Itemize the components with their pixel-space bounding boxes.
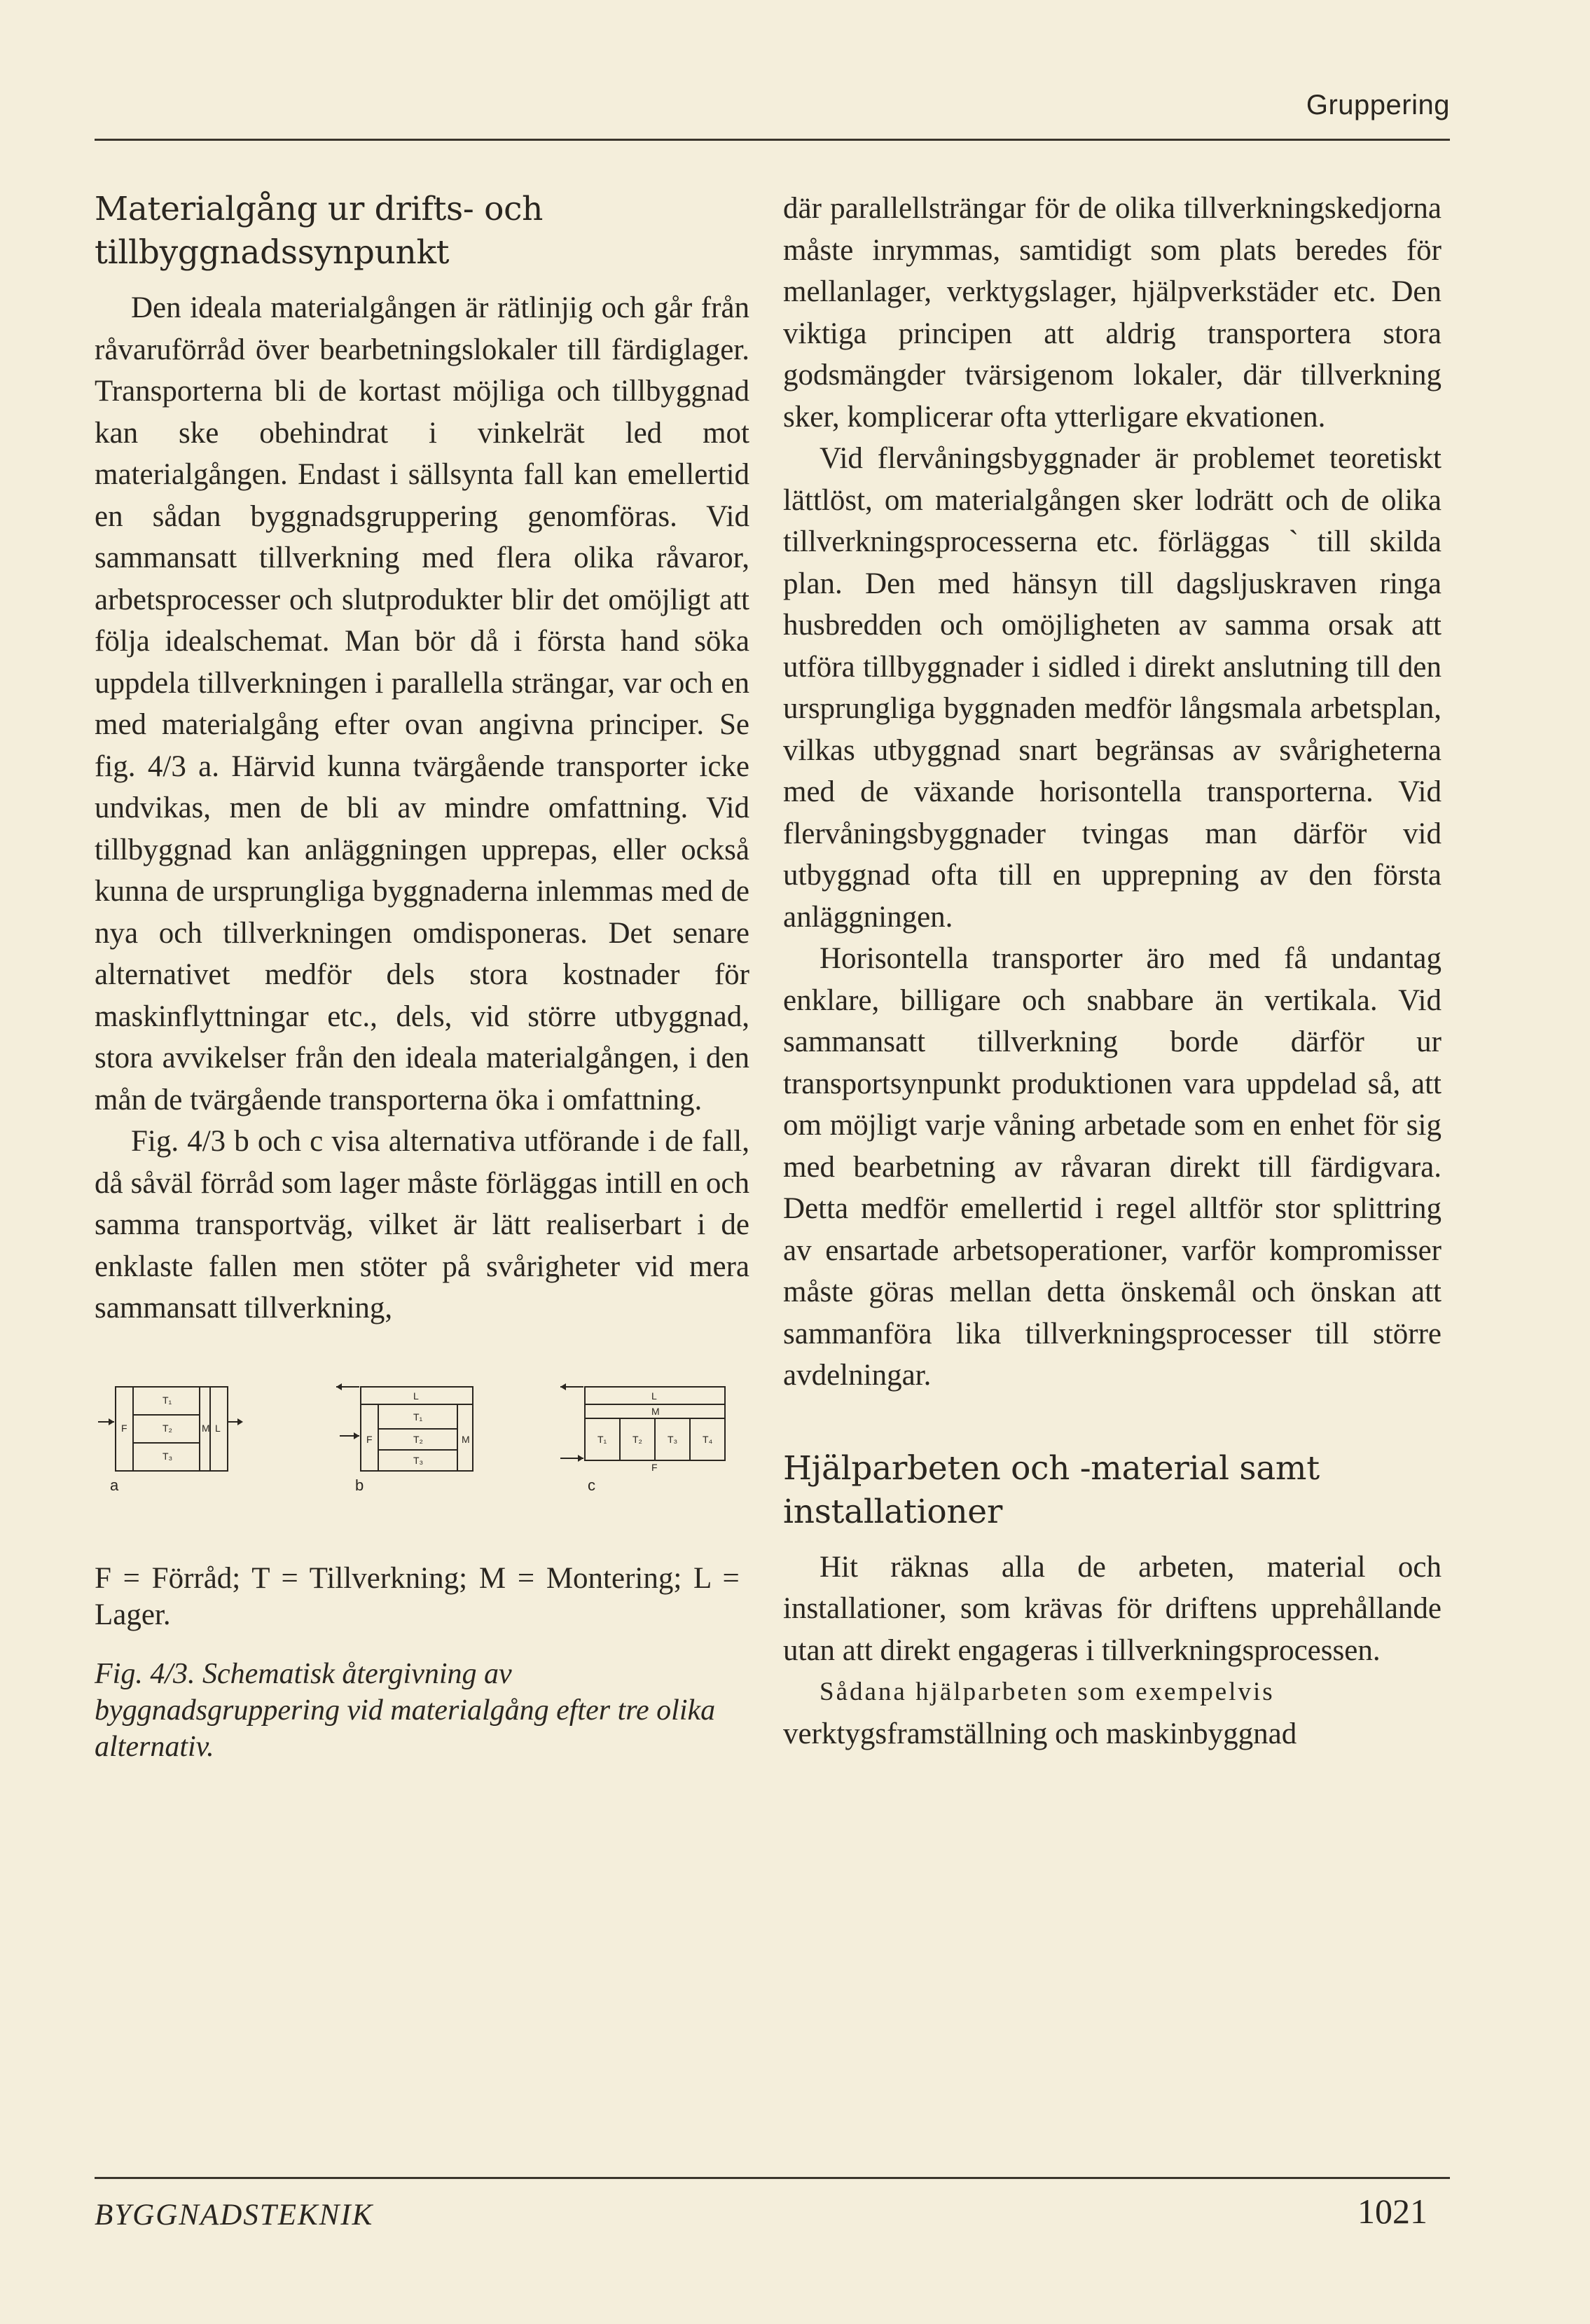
page-number: 1021 <box>1357 2192 1427 2231</box>
fig-b-label-t3: T₃ <box>413 1454 424 1466</box>
paragraph: Sådana hjälparbeten som exempelvis <box>820 1678 1275 1706</box>
fig-c-label-t3: T₃ <box>668 1433 678 1445</box>
fig-a-label-f: F <box>121 1422 127 1434</box>
fig-a-label-t2: T₂ <box>163 1422 172 1434</box>
fig-c-label-m: M <box>651 1405 660 1417</box>
left-column <box>95 188 749 1765</box>
fig-c-label-t1: T₁ <box>597 1433 607 1445</box>
fig-c-label-t4: T₄ <box>703 1433 713 1445</box>
paragraph: verktygsframställning och maskinbyggnad <box>783 1717 1297 1750</box>
fig-a-label-l: L <box>215 1422 221 1434</box>
fig-c-label-l: L <box>651 1390 657 1402</box>
footer-rule <box>95 2177 1450 2179</box>
fig-c-label-f: F <box>651 1461 658 1473</box>
journal-name: BYGGNADSTEKNIK <box>95 2199 374 2232</box>
fig-a-label-m: M <box>202 1422 210 1434</box>
section-heading-hjalparbeten: Hjälparbeten och -material samt installationer <box>783 1448 1320 1531</box>
figure-letter-c: c <box>588 1476 595 1494</box>
paragraph: där parallellsträngar för de olika tillverkningskedjorna måste inrymmas, samtidigt som plats beredes för mellanlager, verktygslager, hjälpverkstäder etc. Den viktiga principen att aldrig transportera stora godsmängder tvärsigenom lokaler, där tillverkning sker, komplicerar ofta ytterligare ekvationen. <box>783 192 1442 434</box>
figure-caption: Fig. 4/3. Schematisk återgivning av byggnadsgruppering vid materialgång efter tre olika alternativ. <box>95 1657 716 1763</box>
paragraph: Den ideala materialgången är rätlinjig och går från råvaruförråd över bearbetningslokaler till färdiglager. Transporterna bli de kortast möjliga och tillbyggnad kan ske obehindrat i vinkelrät led mot materialgången. Endast i sällsynta fall kan emellertid en sådan byggnadsgruppering genomföras. Vid sammansatt tillverkning med flera olika råvaror, arbetsprocesser och slutprodukter blir det omöjligt att följa idealschemat. Man bör då i första hand söka uppdela tillverkningen i parallella strängar, var och en med materialgång efter ovan angivna principer. Se fig. 4/3 a. Härvid kunna tvärgående transporter icke undvikas, men de bli av mindre omfattning. Vid tillbyggnad kan anläggningen upprepas, eller också kunna de ursprungliga byggnaderna inlemmas med de nya och tillverkningen omdisponeras. Det senare alternativet medför dels stora kostnader för maskinflyttningar etc., dels, vid större utbyggnad, stora avvikelser från den ideala materialgången, i den mån de tvärgående transporterna öka i omfattning. <box>95 291 749 1116</box>
section-heading-materialgang: Materialgång ur drifts- och tillbyggnadssynpunkt <box>95 190 544 272</box>
figure-letter-b: b <box>355 1476 364 1494</box>
figure-schematics <box>95 1373 749 1520</box>
fig-b-label-l: L <box>413 1390 419 1402</box>
figure-legend: F = Förråd; T = Tillverkning; M = Montering; L = Lager. <box>95 1561 740 1631</box>
fig-b-label-t2: T₂ <box>413 1433 423 1445</box>
fig-a-label-t3: T₃ <box>163 1450 173 1462</box>
figure-letter-a: a <box>110 1476 119 1494</box>
fig-b-label-t1: T₁ <box>413 1411 423 1423</box>
paragraph: Vid flervåningsbyggnader är problemet teoretiskt lättlöst, om materialgången sker lodrätt och de olika tillverkningsprocesserna etc. förläggas ` till skilda plan. Den med hänsyn till dagsljuskraven ringa husbredden och omöjligheten av samma orsak att utföra tillbyggnader i sidled i direkt anslutning till den ursprungliga byggnaden medför långsmala arbetsplan, vilkas utbyggnad snart begränsas av svårigheterna med de växande horisontella transporterna. Vid flervåningsbyggnader tvingas man därför vid utbyggnad ofta till en upprepning av den första anläggningen. <box>783 442 1442 934</box>
right-column <box>783 188 1442 1755</box>
paragraph: Horisontella transporter äro med få undantag enklare, billigare och snabbare än vertikala. Vid sammansatt tillverkning borde därför ur transportsynpunkt produktionen vara uppdelad så, att om möjligt varje våning arbetade som en enhet för sig med bearbetning av råvaran direkt till färdigvara. Detta medför emellertid i regel alltför stor splittring av ensartade arbetsoperationer, varför kompromisser måste göras mellan detta önskemål och önskan att sammanföra lika tillverkningsprocesser till större avdelningar. <box>783 942 1442 1392</box>
paragraph: Hit räknas alla de arbeten, material och installationer, som krävas för driftens upprehållande utan att direkt engageras i tillverkningsprocessen. <box>783 1550 1442 1667</box>
fig-a-label-t1: T₁ <box>163 1394 172 1406</box>
running-head: Gruppering <box>1306 90 1450 120</box>
figure-4-3 <box>95 1373 749 1520</box>
fig-b-label-m: M <box>462 1433 470 1445</box>
paragraph: Fig. 4/3 b och c visa alternativa utförande i de fall, då såväl förråd som lager måste förläggas intill en och samma transportväg, vilket är lätt realiserbart i de enklaste fallen men stöter på svårigheter vid mera sammansatt tillverkning, <box>95 1125 749 1324</box>
fig-c-label-t2: T₂ <box>632 1433 642 1445</box>
fig-b-label-f: F <box>366 1433 373 1445</box>
header-rule <box>95 139 1450 141</box>
